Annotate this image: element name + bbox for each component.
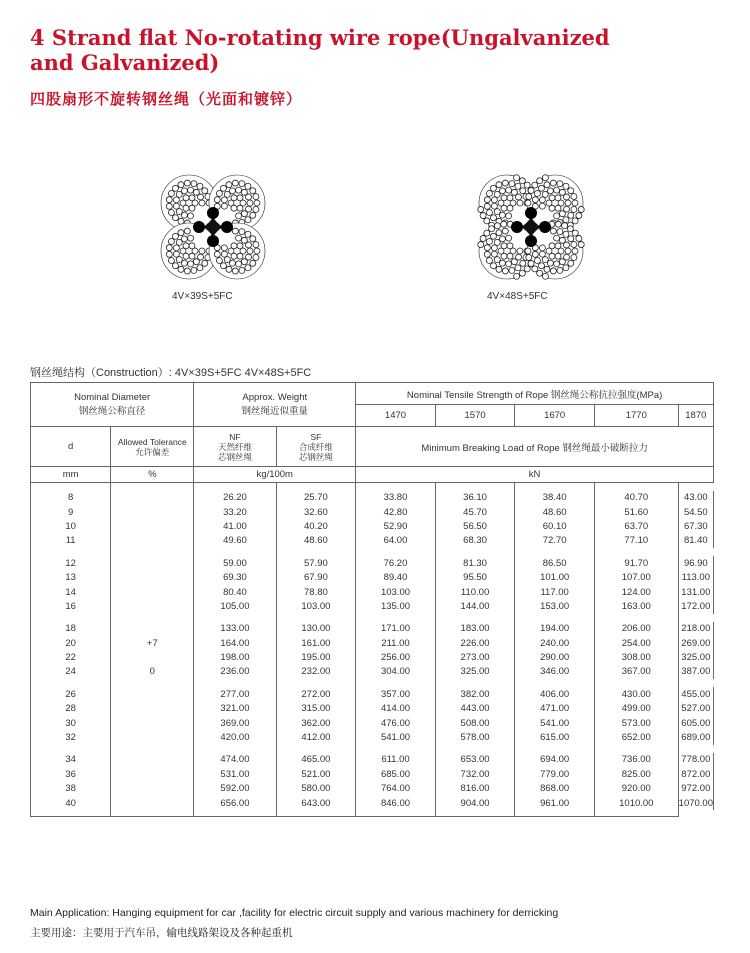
table-row [31,702,714,716]
tolerance-cell [111,716,194,730]
value-cell: 414.00 [356,702,436,716]
diameter-cell: 9 [31,505,111,519]
value-cell: 531.00 [194,767,276,781]
value-cell: 779.00 [515,767,595,781]
value-cell: 80.40 [194,585,276,599]
value-cell: 48.60 [515,505,595,519]
diameter-cell: 28 [31,702,111,716]
diameter-cell: 34 [31,753,111,767]
value-cell: 67.30 [678,519,713,533]
value-cell: 40.20 [276,519,356,533]
rope-strand [161,223,217,279]
value-cell: 499.00 [594,702,678,716]
value-cell: 541.00 [356,730,436,744]
value-cell: 406.00 [515,687,595,701]
value-cell: 369.00 [194,716,276,730]
value-cell: 33.20 [194,505,276,519]
value-cell: 54.50 [678,505,713,519]
value-cell: 218.00 [678,622,713,636]
table-row [31,687,714,701]
value-cell: 133.00 [194,622,276,636]
value-cell: 130.00 [276,622,356,636]
table-row [31,570,714,584]
value-cell: 272.00 [276,687,356,701]
header-sf: SF 合成纤维 芯钢丝绳 [276,427,356,467]
value-cell: 904.00 [435,796,515,810]
diameter-cell: 36 [31,767,111,781]
tolerance-cell [111,519,194,533]
value-cell: 96.90 [678,556,713,570]
value-cell: 56.50 [435,519,515,533]
value-cell: 346.00 [515,665,595,679]
main-application-cn: 主要用途：主要用于汽车吊，输电线路架设及各种起重机 [30,927,293,939]
tolerance-cell [111,753,194,767]
value-cell: 367.00 [594,665,678,679]
tolerance-cell [111,599,194,613]
value-cell: 57.90 [276,556,356,570]
value-cell: 144.00 [435,599,515,613]
value-cell: 605.00 [678,716,713,730]
diameter-cell: 13 [31,570,111,584]
diameter-cell: 12 [31,556,111,570]
rope-cross-section-39s [158,172,268,282]
tolerance-cell [111,730,194,744]
value-cell: 872.00 [678,767,713,781]
value-cell: 254.00 [594,636,678,650]
rope-caption-39s: 4V×39S+5FC [172,291,233,302]
tolerance-cell [111,570,194,584]
unit-kn: kN [356,467,714,483]
value-cell: 183.00 [435,622,515,636]
value-cell: 321.00 [194,702,276,716]
value-cell: 643.00 [276,796,356,810]
diameter-cell: 22 [31,650,111,664]
value-cell: 107.00 [594,570,678,584]
value-cell: 471.00 [515,702,595,716]
value-cell: 430.00 [594,687,678,701]
value-cell: 578.00 [435,730,515,744]
table-row [31,585,714,599]
value-cell: 113.00 [678,570,713,584]
rope-strand [209,175,265,231]
diameter-cell: 32 [31,730,111,744]
tolerance-cell [111,534,194,548]
value-cell: 81.40 [678,534,713,548]
value-cell: 573.00 [594,716,678,730]
value-cell: 474.00 [194,753,276,767]
value-cell: 103.00 [276,599,356,613]
value-cell: 194.00 [515,622,595,636]
value-cell: 816.00 [435,782,515,796]
value-cell: 1070.00 [678,797,713,809]
value-cell: 69.30 [194,570,276,584]
value-cell: 325.00 [435,665,515,679]
diameter-cell: 30 [31,716,111,730]
page-subtitle-cn: 四股扇形不旋转钢丝绳（光面和镀锌） [30,90,303,108]
tolerance-cell [111,782,194,796]
value-cell: 198.00 [194,650,276,664]
tolerance-cell [111,702,194,716]
value-cell: 304.00 [356,665,436,679]
unit-mm: mm [31,467,111,483]
tolerance-cell [111,556,194,570]
value-cell: 521.00 [276,767,356,781]
value-cell: 164.00 [194,636,276,650]
value-cell: 135.00 [356,599,436,613]
value-cell: 685.00 [356,767,436,781]
diameter-cell: 10 [31,519,111,533]
value-cell: 277.00 [194,687,276,701]
value-cell: 63.70 [594,519,678,533]
tolerance-cell [111,687,194,701]
value-cell: 1010.00 [594,796,678,810]
diameter-cell: 26 [31,687,111,701]
tolerance-zero: 0 [111,665,194,679]
value-cell: 52.90 [356,519,436,533]
value-cell: 124.00 [594,585,678,599]
value-cell: 846.00 [356,796,436,810]
table-row [31,665,714,679]
value-cell: 362.00 [276,716,356,730]
value-cell: 110.00 [435,585,515,599]
header-tolerance: Allowed Tolerance 允许偏差 [111,427,194,467]
rope-cross-section-48s [476,172,586,282]
value-cell: 694.00 [515,753,595,767]
tolerance-cell [111,505,194,519]
value-cell: 764.00 [356,782,436,796]
value-cell: 476.00 [356,716,436,730]
table-row [31,599,714,613]
value-cell: 26.20 [194,491,276,505]
value-cell: 290.00 [515,650,595,664]
value-cell: 615.00 [515,730,595,744]
value-cell: 325.00 [678,650,713,664]
header-nf: NF 天然纤维 芯钢丝绳 [194,427,276,467]
value-cell: 920.00 [594,782,678,796]
table-row [31,519,714,533]
value-cell: 592.00 [194,782,276,796]
value-cell: 78.80 [276,585,356,599]
diameter-cell: 24 [31,665,111,679]
value-cell: 25.70 [276,491,356,505]
grade-1770: 1770 [594,405,678,427]
value-cell: 961.00 [515,796,595,810]
value-cell: 48.60 [276,534,356,548]
value-cell: 64.00 [356,534,436,548]
value-cell: 68.30 [435,534,515,548]
value-cell: 269.00 [678,636,713,650]
table-row [31,622,714,636]
grade-1870: 1870 [678,405,713,427]
value-cell: 656.00 [194,796,276,810]
value-cell: 527.00 [678,702,713,716]
value-cell: 387.00 [678,665,713,679]
value-cell: 868.00 [515,782,595,796]
value-cell: 77.10 [594,534,678,548]
value-cell: 72.70 [515,534,595,548]
value-cell: 117.00 [515,585,595,599]
table-row [31,796,714,810]
grade-1570: 1570 [435,405,515,427]
construction-label: 钢丝绳结构（Construction）: 4V×39S+5FC 4V×48S+5FC [30,367,312,379]
rope-caption-48s: 4V×48S+5FC [487,291,548,302]
header-tensile-strength: Nominal Tensile Strength of Rope 钢丝绳公称抗拉强度(MPa) [356,383,714,405]
table-row [31,782,714,796]
value-cell: 689.00 [678,730,713,744]
value-cell: 256.00 [356,650,436,664]
value-cell: 43.00 [678,491,713,505]
value-cell: 611.00 [356,753,436,767]
value-cell: 153.00 [515,599,595,613]
table-row [31,636,714,650]
value-cell: 972.00 [678,782,713,796]
value-cell: 172.00 [678,599,713,613]
value-cell: 443.00 [435,702,515,716]
header-nominal-diameter: Nominal Diameter 钢丝绳公称直径 [31,383,194,427]
value-cell: 211.00 [356,636,436,650]
page-title: 4 Strand flat No-rotating wire rope(Ungalvanized and Galvanized) [30,25,610,75]
main-application-en: Main Application: Hanging equipment for car ,facility for electric circuit supply and various machinery for derricking [30,907,559,919]
value-cell: 580.00 [276,782,356,796]
tolerance-cell [111,796,194,810]
grade-1670: 1670 [515,405,595,427]
value-cell: 357.00 [356,687,436,701]
value-cell: 81.30 [435,556,515,570]
table-row [31,730,714,744]
value-cell: 232.00 [276,665,356,679]
value-cell: 95.50 [435,570,515,584]
value-cell: 652.00 [594,730,678,744]
value-cell: 51.60 [594,505,678,519]
value-cell: 103.00 [356,585,436,599]
value-cell: 825.00 [594,767,678,781]
value-cell: 308.00 [594,650,678,664]
value-cell: 89.40 [356,570,436,584]
value-cell: 171.00 [356,622,436,636]
value-cell: 42.80 [356,505,436,519]
value-cell: 226.00 [435,636,515,650]
value-cell: 45.70 [435,505,515,519]
value-cell: 240.00 [515,636,595,650]
value-cell: 86.50 [515,556,595,570]
value-cell: 161.00 [276,636,356,650]
grade-1470: 1470 [356,405,436,427]
table-row [31,491,714,505]
value-cell: 163.00 [594,599,678,613]
value-cell: 382.00 [435,687,515,701]
value-cell: 195.00 [276,650,356,664]
diameter-cell: 11 [31,534,111,548]
value-cell: 508.00 [435,716,515,730]
value-cell: 273.00 [435,650,515,664]
value-cell: 465.00 [276,753,356,767]
value-cell: 76.20 [356,556,436,570]
value-cell: 736.00 [594,753,678,767]
value-cell: 59.00 [194,556,276,570]
table-row [31,716,714,730]
unit-weight: kg/100m [194,467,356,483]
diameter-cell: 14 [31,585,111,599]
value-cell: 206.00 [594,622,678,636]
value-cell: 60.10 [515,519,595,533]
table-row [31,767,714,781]
value-cell: 105.00 [194,599,276,613]
header-approx-weight: Approx. Weight 钢丝绳近似重量 [194,383,356,427]
value-cell: 67.90 [276,570,356,584]
value-cell: 33.80 [356,491,436,505]
value-cell: 49.60 [194,534,276,548]
value-cell: 653.00 [435,753,515,767]
table-row [31,753,714,767]
table-row [31,556,714,570]
tolerance-cell [111,585,194,599]
value-cell: 541.00 [515,716,595,730]
value-cell: 315.00 [276,702,356,716]
diameter-cell: 40 [31,796,111,810]
value-cell: 732.00 [435,767,515,781]
tolerance-plus: +7 [111,636,194,650]
value-cell: 778.00 [678,753,713,767]
diameter-cell: 8 [31,491,111,505]
header-breaking-load: Minimum Breaking Load of Rope 钢丝绳最小破断拉力 [356,427,714,467]
tolerance-cell [111,622,194,636]
rope-strand [209,223,265,279]
diameter-cell: 20 [31,636,111,650]
tolerance-cell [111,767,194,781]
table-row [31,505,714,519]
value-cell: 412.00 [276,730,356,744]
diameter-cell: 16 [31,599,111,613]
spec-table [30,382,714,817]
value-cell: 36.10 [435,491,515,505]
table-row [31,650,714,664]
diameter-cell: 18 [31,622,111,636]
tolerance-cell [111,650,194,664]
rope-strand [161,175,217,231]
value-cell: 455.00 [678,687,713,701]
header-d: d [31,427,111,467]
value-cell: 420.00 [194,730,276,744]
value-cell: 131.00 [678,585,713,599]
value-cell: 40.70 [594,491,678,505]
unit-pct: % [111,467,194,483]
value-cell: 236.00 [194,665,276,679]
tolerance-cell [111,491,194,505]
value-cell: 41.00 [194,519,276,533]
value-cell: 91.70 [594,556,678,570]
table-row [31,534,714,548]
diameter-cell: 38 [31,782,111,796]
value-cell: 32.60 [276,505,356,519]
value-cell: 101.00 [515,570,595,584]
value-cell: 38.40 [515,491,595,505]
